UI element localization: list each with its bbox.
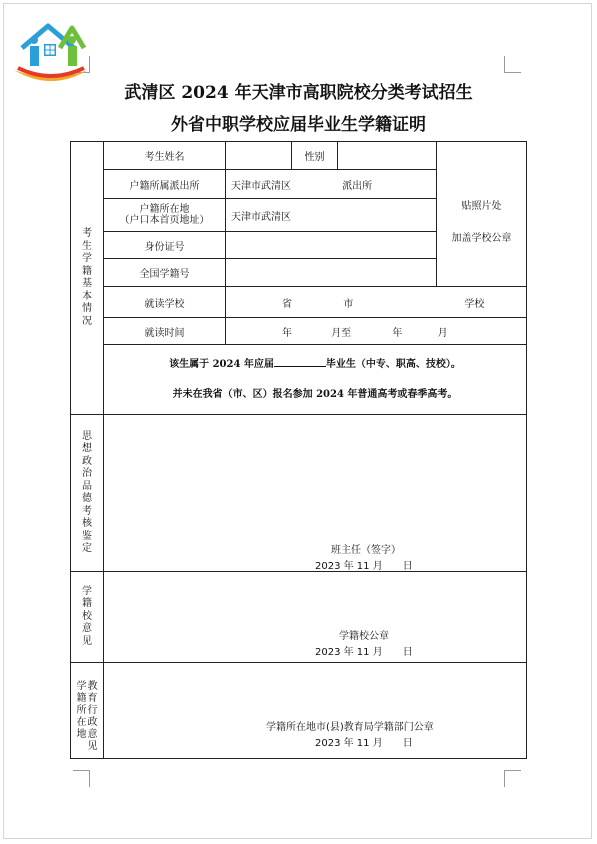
- margin-corner-bottom-right: [504, 770, 521, 787]
- field-student-id[interactable]: [226, 259, 437, 287]
- section-school-opinion: 学籍校意见: [71, 572, 104, 663]
- police-district: 天津市武清区: [231, 180, 291, 192]
- label-name: 考生姓名: [104, 142, 226, 170]
- section-moral-assessment: 思想政治品德考核鉴定: [71, 415, 104, 572]
- document-title-line1: 武清区 2024 年天津市高职院校分类考试招生: [124, 83, 473, 103]
- label-police-station: 户籍所属派出所: [104, 170, 226, 199]
- student-status-form: [70, 141, 527, 759]
- photo-area: [437, 142, 527, 287]
- label-household-address: 户籍所在地 （户口本首页地址）: [104, 199, 226, 232]
- section-basic-info: 考生学籍基本情况: [71, 142, 104, 415]
- moral-sign: 班主任（签字）: [331, 545, 401, 556]
- moral-assessment-area[interactable]: [104, 415, 527, 572]
- field-id-number[interactable]: [226, 232, 437, 259]
- statement-line1: 该生属于 2024 年应届 毕业生（中专、职高、技校）。: [104, 350, 526, 380]
- edu-date: 2023 年 11 月 日: [315, 738, 413, 749]
- seal-label: 加盖学校公章: [451, 232, 512, 244]
- school-date: 2023 年 11 月 日: [315, 647, 413, 658]
- margin-corner-top-right: [504, 56, 521, 73]
- police-suffix: 派出所: [342, 180, 373, 192]
- photo-label: 贴照片处: [461, 200, 502, 212]
- school-logo: [8, 18, 94, 82]
- section-edu-opinion: 学籍所在地 教育行政意见: [71, 663, 104, 759]
- label-id-number: 身份证号: [104, 232, 226, 259]
- label-period: 就读时间: [104, 318, 226, 345]
- field-school[interactable]: 省 市 学校: [226, 287, 527, 318]
- edu-seal: 学籍所在地市(县)教育局学籍部门公章: [266, 722, 434, 733]
- statement-line2: 并未在我省（市、区）报名参加 2024 年普通高考或春季高考。: [172, 388, 458, 400]
- school-opinion-area[interactable]: [104, 572, 527, 663]
- field-household-address[interactable]: 天津市武清区: [226, 199, 437, 232]
- school-seal: 学籍校公章: [339, 631, 389, 642]
- label-gender: 性别: [292, 142, 338, 170]
- graduation-type-blank[interactable]: [274, 352, 326, 367]
- moral-date: 2023 年 11 月 日: [315, 561, 413, 572]
- margin-corner-bottom-left: [73, 770, 90, 787]
- document-title-line2: 外省中职学校应届毕业生学籍证明: [171, 115, 426, 135]
- field-police-station[interactable]: [226, 170, 437, 199]
- label-student-id: 全国学籍号: [104, 259, 226, 287]
- statement: [104, 345, 527, 415]
- field-period[interactable]: 年 月至 年 月: [226, 318, 527, 345]
- edu-opinion-area[interactable]: [104, 663, 527, 759]
- field-name[interactable]: [226, 142, 292, 170]
- field-gender[interactable]: [338, 142, 437, 170]
- label-school: 就读学校: [104, 287, 226, 318]
